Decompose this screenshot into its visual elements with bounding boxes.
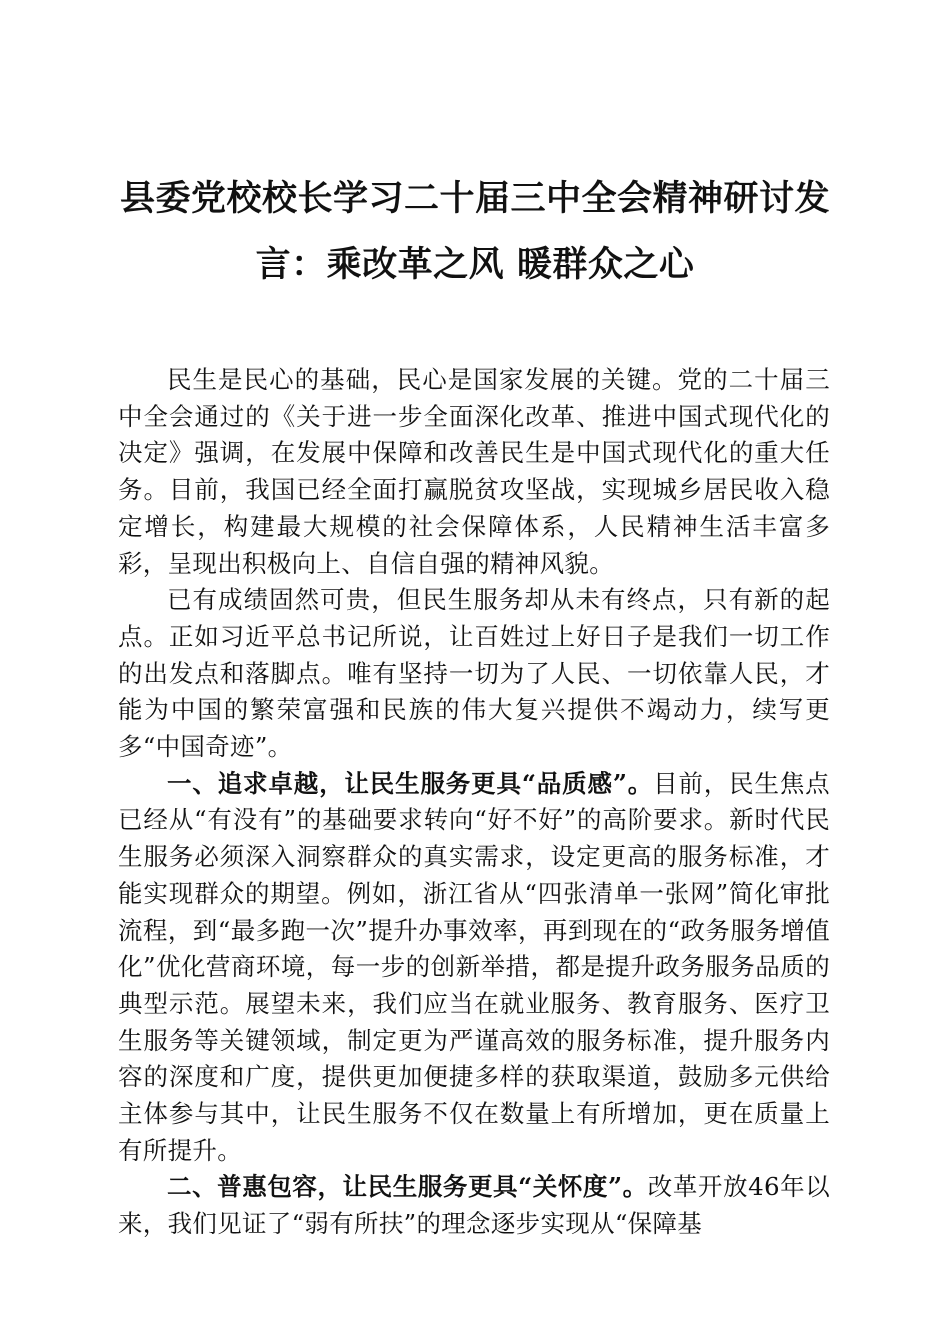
paragraph	[118, 766, 830, 1170]
document-body	[118, 362, 830, 1243]
document-title	[100, 166, 850, 298]
title-line-2: 言：乘改革之风 暖群众之心	[255, 244, 695, 285]
paragraph	[118, 582, 830, 766]
paragraph-text: 民生是民心的基础，民心是国家发展的关键。党的二十届三中全会通过的《关于进一步全面深化改革、推进中国式现代化的决定》强调，在发展中保障和改善民生是中国式现代化的重大任务。目前，我国已经全面打赢脱贫攻坚战，实现城乡居民收入稳定增长，构建最大规模的社会保障体系，人民精神生活丰富多彩，呈现出积极向上、自信自强的精神风貌。	[118, 365, 830, 578]
section-heading: 二、普惠包容，让民生服务更具“关怀度”。	[167, 1172, 648, 1202]
section-heading: 一、追求卓越，让民生服务更具“品质感”。	[167, 768, 654, 798]
paragraph-text: 改革开放46年以来，我们见证了“弱有所扶”的理念逐步实现从“保障基	[118, 1172, 830, 1239]
paragraph-text: 目前，民生焦点已经从“有没有”的基础要求转向“好不好”的高阶要求。新时代民生服务必须深入洞察群众的真实需求，设定更高的服务标准，才能实现群众的期望。例如，浙江省从“四张清单一张网”简化审批流程，到“最多跑一次”提升办事效率，再到现在的“政务服务增值化”优化营商环境，每一步的创新举措，都是提升政务服务品质的典型示范。展望未来，我们应当在就业服务、教育服务、医疗卫生服务等关键领域，制定更为严谨高效的服务标准，提升服务内容的深度和广度，提供更加便捷多样的获取渠道，鼓励多元供给主体参与其中，让民生服务不仅在数量上有所增加，更在质量上有所提升。	[118, 768, 830, 1165]
paragraph-text: 已有成绩固然可贵，但民生服务却从未有终点，只有新的起点。正如习近平总书记所说，让百姓过上好日子是我们一切工作的出发点和落脚点。唯有坚持一切为了人民、一切依靠人民，才能为中国的繁荣富强和民族的伟大复兴提供不竭动力，续写更多“中国奇迹”。	[118, 585, 830, 762]
title-line-1: 县委党校校长学习二十届三中全会精神研讨发	[119, 178, 830, 219]
paragraph	[118, 1169, 830, 1242]
paragraph	[118, 362, 830, 582]
